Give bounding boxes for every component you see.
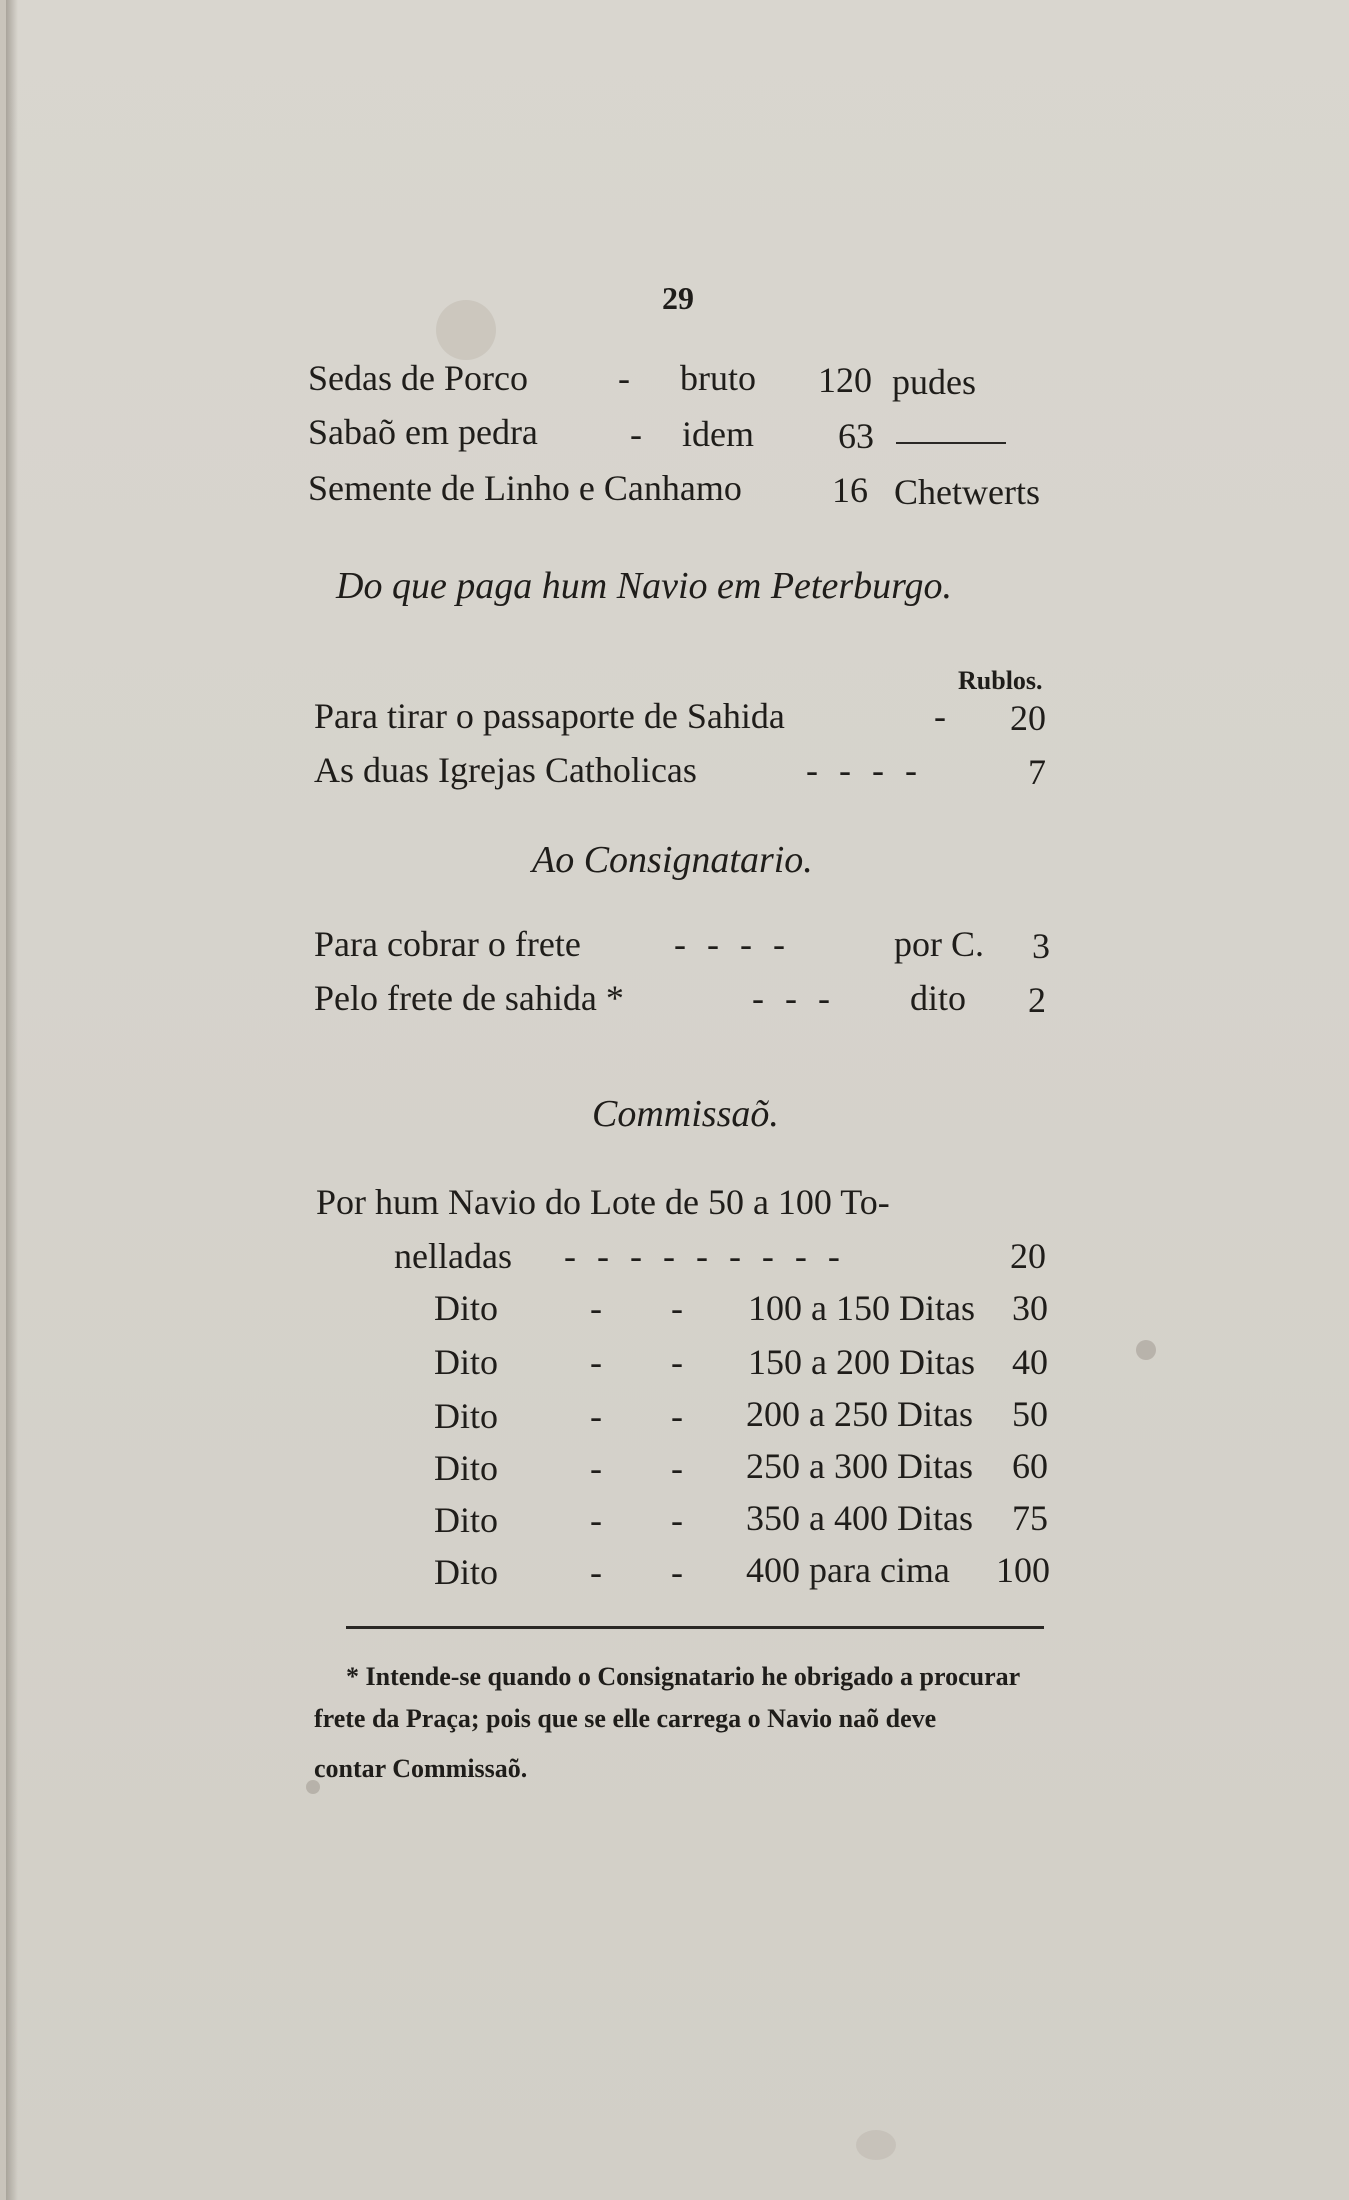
goods-dash: - — [630, 414, 642, 454]
fee-value: 3 — [1032, 926, 1050, 966]
goods-unit: Chetwerts — [894, 472, 1040, 512]
commission-intro-cont: nelladas — [394, 1236, 512, 1276]
fee-label: Para tirar o passaporte de Sahida — [314, 696, 785, 736]
goods-qty: 63 — [838, 416, 874, 456]
fee-label: Para cobrar o frete — [314, 924, 581, 964]
commission-dashes: - - — [590, 1396, 683, 1436]
commission-value: 50 — [1012, 1394, 1048, 1434]
goods-type: idem — [682, 414, 754, 454]
commission-label: Dito — [434, 1396, 499, 1436]
commission-intro-dashes: - - - - - - - - - — [564, 1236, 840, 1276]
commission-value: 60 — [1012, 1446, 1048, 1486]
commission-range: 150 a 200 Ditas — [748, 1342, 975, 1382]
page-number: 29 — [662, 280, 694, 316]
fee-value: 2 — [1028, 980, 1046, 1020]
goods-name: Semente de Linho e Canhamo — [308, 468, 742, 508]
paper-stain — [1136, 1340, 1156, 1360]
section-title-peterburgo: Do que paga hum Navio em Peterburgo. — [336, 565, 952, 607]
fee-value: 7 — [1028, 752, 1046, 792]
goods-name: Sedas de Porco — [308, 358, 528, 398]
fee-rate: por C. — [894, 924, 984, 964]
commission-dashes: - - — [590, 1552, 683, 1592]
commission-value: 100 — [996, 1550, 1050, 1590]
section-title-commissao: Commissaõ. — [592, 1093, 779, 1135]
commission-dashes: - - — [590, 1500, 683, 1540]
commission-range: 100 a 150 Ditas — [748, 1288, 975, 1328]
footnote-line: frete da Praça; pois que se elle carrega o Navio naõ deve — [314, 1704, 937, 1733]
fee-dashes: - — [934, 696, 946, 736]
commission-intro-value: 20 — [1010, 1236, 1046, 1276]
book-page — [6, 0, 1349, 2200]
section-title-consignatario: Ao Consignatario. — [532, 839, 813, 881]
goods-name: Sabaõ em pedra — [308, 412, 538, 452]
fee-rate: dito — [910, 978, 967, 1018]
commission-value: 40 — [1012, 1342, 1048, 1382]
commission-label: Dito — [434, 1500, 499, 1540]
commission-label: Dito — [434, 1552, 499, 1592]
goods-dash: - — [618, 358, 630, 398]
commission-label: Dito — [434, 1448, 499, 1488]
commission-dashes: - - — [590, 1342, 683, 1382]
commission-value: 75 — [1012, 1498, 1048, 1538]
paper-stain — [856, 2130, 896, 2160]
commission-label: Dito — [434, 1288, 499, 1328]
commission-range: 400 para cima — [746, 1550, 950, 1590]
fee-dashes: - - - - — [674, 924, 785, 964]
commission-intro: Por hum Navio do Lote de 50 a 100 To- — [316, 1182, 890, 1222]
goods-unit: pudes — [892, 362, 976, 402]
goods-qty: 120 — [818, 360, 872, 400]
commission-range: 350 a 400 Ditas — [746, 1498, 973, 1538]
commission-dashes: - - — [590, 1448, 683, 1488]
footnote-line: contar Commissaõ. — [314, 1754, 528, 1783]
fee-dashes: - - - — [752, 978, 830, 1018]
commission-dashes: - - — [590, 1288, 683, 1328]
goods-type: bruto — [680, 358, 756, 398]
commission-label: Dito — [434, 1342, 499, 1382]
fee-dashes: - - - - — [806, 750, 917, 790]
page-edge-shadow — [6, 0, 18, 2200]
commission-value: 30 — [1012, 1288, 1048, 1328]
unit-header-rublos: Rublos. — [958, 666, 1043, 695]
commission-range: 250 a 300 Ditas — [746, 1446, 973, 1486]
fee-label: Pelo frete de sahida * — [314, 978, 624, 1018]
footnote-separator — [346, 1626, 1044, 1629]
goods-qty: 16 — [832, 470, 868, 510]
footnote-line: * Intende-se quando o Consignatario he obrigado a procurar — [346, 1662, 1021, 1691]
paper-stain — [436, 300, 496, 360]
fee-value: 20 — [1010, 698, 1046, 738]
ditto-rule — [896, 442, 1006, 444]
commission-range: 200 a 250 Ditas — [746, 1394, 973, 1434]
fee-label: As duas Igrejas Catholicas — [314, 750, 697, 790]
